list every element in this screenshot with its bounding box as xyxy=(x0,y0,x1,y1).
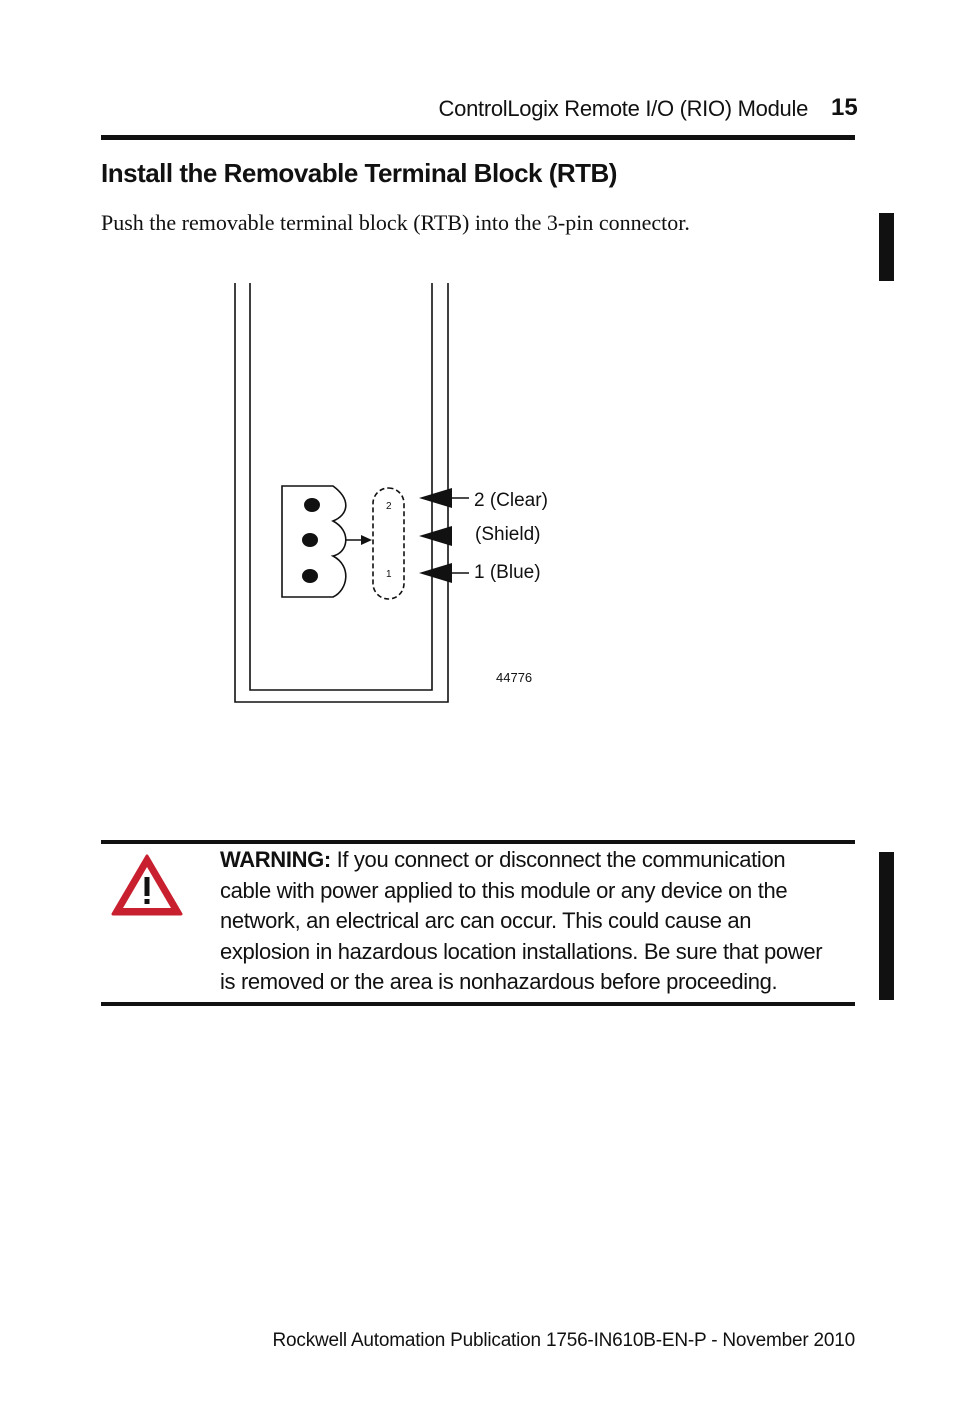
module-inner-outline xyxy=(250,283,432,690)
label-shield: (Shield) xyxy=(475,524,541,545)
warning-triangle-icon xyxy=(110,852,184,918)
arrow-blue-icon xyxy=(419,563,452,583)
warning-label: WARNING: xyxy=(220,847,331,872)
page-number: 15 xyxy=(831,94,858,121)
arrow-clear-icon xyxy=(419,488,452,508)
rtb-screw-hole xyxy=(302,533,318,547)
warning-rule-top xyxy=(101,840,855,844)
label-2-clear: 2 (Clear) xyxy=(474,490,548,511)
body-paragraph: Push the removable terminal block (RTB) into the 3-pin connector. xyxy=(101,210,690,235)
warning-message: If you connect or disconnect the communication cable with power applied to this module or any device on the network, an electrical arc can occur. This could cause an explosion in hazardous location installations. Be sure that power is removed or the area is nonhazardous before proceeding. xyxy=(220,847,823,995)
pin-1-label: 1 xyxy=(386,569,392,580)
rtb-screw-hole xyxy=(302,569,318,583)
figure-number: 44776 xyxy=(496,670,533,685)
warning-text xyxy=(220,845,830,998)
insertion-arrow-head xyxy=(361,535,372,545)
arrow-shield-icon xyxy=(419,526,452,546)
side-tab-marker xyxy=(879,852,894,1000)
warning-rule-bottom xyxy=(101,1002,855,1006)
section-heading: Install the Removable Terminal Block (RTB) xyxy=(101,158,617,188)
pin-2-label: 2 xyxy=(386,501,392,512)
running-header-title: ControlLogix Remote I/O (RIO) Module xyxy=(438,96,808,121)
rtb-screw-hole xyxy=(304,498,320,512)
label-1-blue: 1 (Blue) xyxy=(474,562,541,583)
module-outer-outline xyxy=(235,283,448,702)
footer-publication: Rockwell Automation Publication 1756-IN610B-EN-P - November 2010 xyxy=(272,1330,855,1351)
